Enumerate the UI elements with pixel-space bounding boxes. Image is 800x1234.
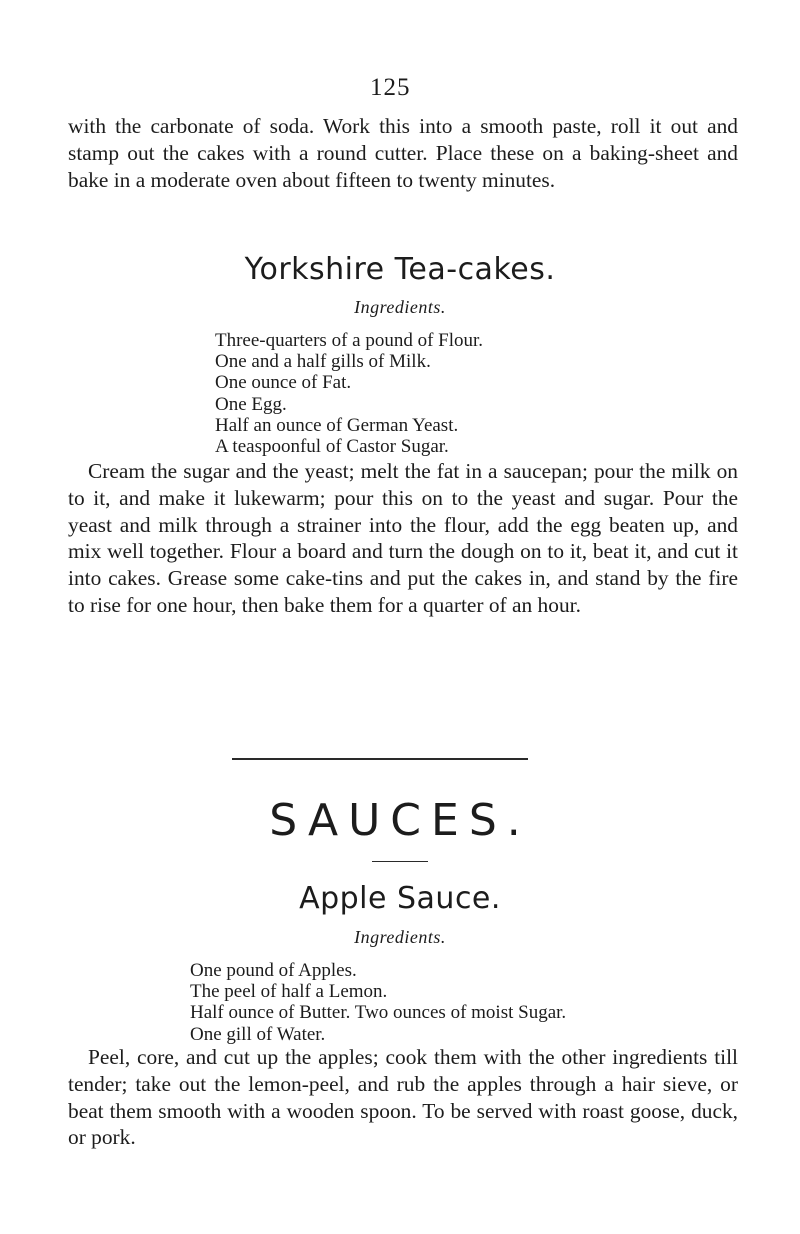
ingredient-item: The peel of half a Lemon. xyxy=(190,981,388,1003)
ingredient-item: Half ounce of Butter. Two ounces of moist Sugar. xyxy=(190,1002,567,1024)
ingredient-item: Half an ounce of German Yeast. xyxy=(215,414,459,436)
section-short-rule xyxy=(372,861,428,862)
section-divider xyxy=(232,758,528,760)
ingredient-item: One gill of Water. xyxy=(190,1023,326,1045)
ingredient-item: One pound of Apples. xyxy=(190,960,357,981)
intro-paragraph: with the carbonate of soda. Work this into a smooth paste, roll it out and stamp out the cakes with a round cutter. Place these on a baking-sheet and bake in a moderate oven about fifteen to twenty minutes. xyxy=(68,114,738,192)
ingredient-item: A teaspoonful of Castor Sugar. xyxy=(215,436,449,458)
yorkshire-method: Cream the sugar and the yeast; melt the fat in a saucepan; pour the milk on to it, and make it lukewarm; pour this on to the yeast and sugar. Pour the yeast and milk through a strainer into the flour, add the egg beaten up, and mix well together. Flour a board and turn the dough on to it, beat it, and cut it into cakes. Grease some cake-tins and put the cakes in, and stand by the fire to rise for one hour, then bake them for a quarter of an hour. xyxy=(68,459,738,617)
apple-sauce-ingredient-list xyxy=(190,960,566,1045)
yorkshire-ingredient-list xyxy=(215,330,483,457)
yorkshire-ingredients-label: Ingredients. xyxy=(354,297,446,317)
ingredient-item: One ounce of Fat. xyxy=(215,372,352,394)
page-number: 125 xyxy=(370,74,411,101)
ingredient-item: One and a half gills of Milk. xyxy=(215,351,431,373)
apple-sauce-method: Peel, core, and cut up the apples; cook them with the other ingredients till tender; take out the lemon-peel, and rub the apples through a hair sieve, or beat them smooth with a wooden spoon. To be served with roast goose, duck, or pork. xyxy=(68,1045,738,1150)
ingredient-item: Three-quarters of a pound of Flour. xyxy=(215,330,484,351)
apple-sauce-title: Apple Sauce. xyxy=(299,881,501,916)
yorkshire-title: Yorkshire Tea-cakes. xyxy=(244,252,556,287)
ingredient-item: One Egg. xyxy=(215,393,287,415)
apple-sauce-ingredients-label: Ingredients. xyxy=(354,927,446,947)
section-heading: SAUCES. xyxy=(269,795,531,846)
